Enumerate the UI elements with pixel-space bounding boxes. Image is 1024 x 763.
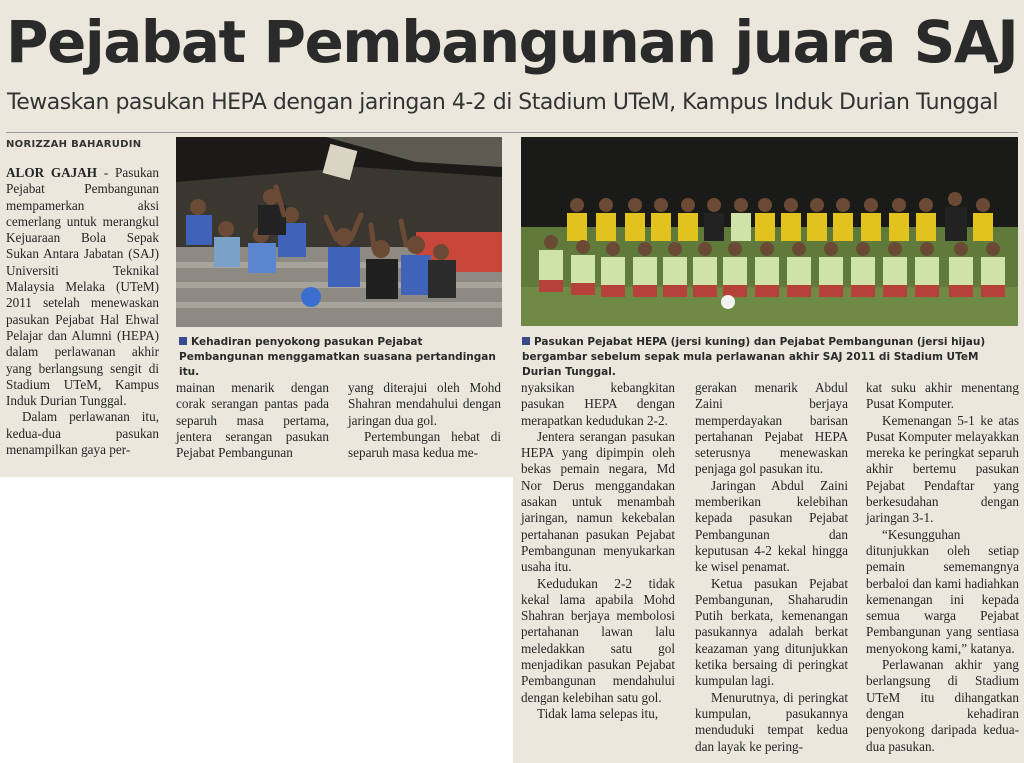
caption-marker-icon — [179, 337, 187, 345]
supporters-photo — [176, 137, 502, 327]
dateline: ALOR GAJAH — [6, 165, 98, 180]
subheadline: Tewaskan pasukan HEPA dengan jaringan 4-2 di Stadium UTeM, Kampus Induk Durian Tunggal — [7, 90, 998, 115]
article-column-2: mainan menarik dengan corak serangan pantas pada separuh masa pertama, jentera serangan pasukan Pejabat Pembangunan — [176, 380, 329, 461]
headline: Pejabat Pembangunan juara SAJ — [6, 8, 1018, 76]
team-photo-caption: Pasukan Pejabat HEPA (jersi kuning) dan Pejabat Pembangunan (jersi hijau) bergambar sebelum sepak mula perlawanan akhir SAJ 2011 di Stadium UTeM Durian Tunggal. — [522, 336, 986, 378]
caption-marker-icon — [522, 337, 530, 345]
article-column-5: gerakan menarik Abdul Zaini berjaya memperdayakan barisan pertahanan Pejabat HEPA seterusnya menewaskan penjaga gol pasukan itu. Jaringan Abdul Zaini memberikan kelebihan kepada pasukan Pejabat Pembangunan dan keputusan 4-2 kekal hingga ke wisel penamat. Ketua pasukan Pejabat Pembangunan, Shaharudin Putih berkata, kemenangan pasukannya adalah berkat keazaman yang ditunjukkan ketika bersaing di peringkat kumpulan lagi. Menurutnya, di peringkat kumpulan, pasukannya menduduki tempat kedua dan layak ke pering- — [695, 380, 848, 754]
article-column-1: ALOR GAJAH - Pasukan Pejabat Pembangunan mempamerkan aksi cemerlang untuk merangkul Kejuaraan Bola Sepak Sukan Antara Jabatan (SAJ) Universiti Teknikal Malaysia Melaka (UTeM) 2011 setelah menewaskan pasukan Pejabat Hal Ehwal Pelajar dan Alumni (HEPA) dalam perlawanan akhir yang berlangsung sengit di Stadium UTeM, Kampus Induk Durian Tunggal. Dalam perlawanan itu, kedua-dua pasukan menampilkan gaya per- — [6, 165, 159, 458]
supporters-photo-art — [176, 137, 502, 327]
team-photo — [521, 137, 1018, 326]
header-divider — [6, 132, 1018, 133]
article-column-6: kat suku akhir menentang Pusat Komputer. Kemenangan 5-1 ke atas Pusat Komputer melayakkan mereka ke peringkat separuh akhir bertemu pasukan Pejabat Pendaftar yang berkesudahan dengan jaringan 3-1. “Kesungguhan ditunjukkan oleh setiap pemain sememangnya berbaloi dan kami hadiahkan kemenangan ini kepada semua warga Pejabat Pembangunan yang sentiasa menyokong kami,” katanya. Perlawanan akhir yang berlangsung di Stadium UTeM itu dihangatkan dengan kehadiran penyokong daripada kedua-dua pasukan. — [866, 380, 1019, 754]
article-column-4: nyaksikan kebangkitan pasukan HEPA dengan merapatkan kedudukan 2-2. Jentera serangan pasukan HEPA yang dipimpin oleh bekas pemain negara, Md Nor Derus menggandakan asakan untuk menambah jaringan, namun kekebalan pertahanan pasukan Pejabat Pembangunan menyukarkan usaha itu. Kedudukan 2-2 tidak kekal lama apabila Mohd Shahran berjaya membolosi pertahanan lawan lalu meledakkan satu gol menjadikan pasukan Pejabat Pembangunan mendahului dengan kelebihan satu gol. Tidak lama selepas itu, — [521, 380, 675, 721]
byline: NORIZZAH BAHARUDIN — [6, 139, 142, 150]
article-column-3: yang diterajui oleh Mohd Shahran mendahului dengan jaringan dua gol. Pertembungan hebat di separuh masa kedua me- — [348, 380, 501, 461]
supporters-photo-caption: Kehadiran penyokong pasukan Pejabat Pembangunan menggamatkan suasana pertandingan itu. — [179, 336, 496, 378]
team-photo-art — [521, 137, 1018, 326]
